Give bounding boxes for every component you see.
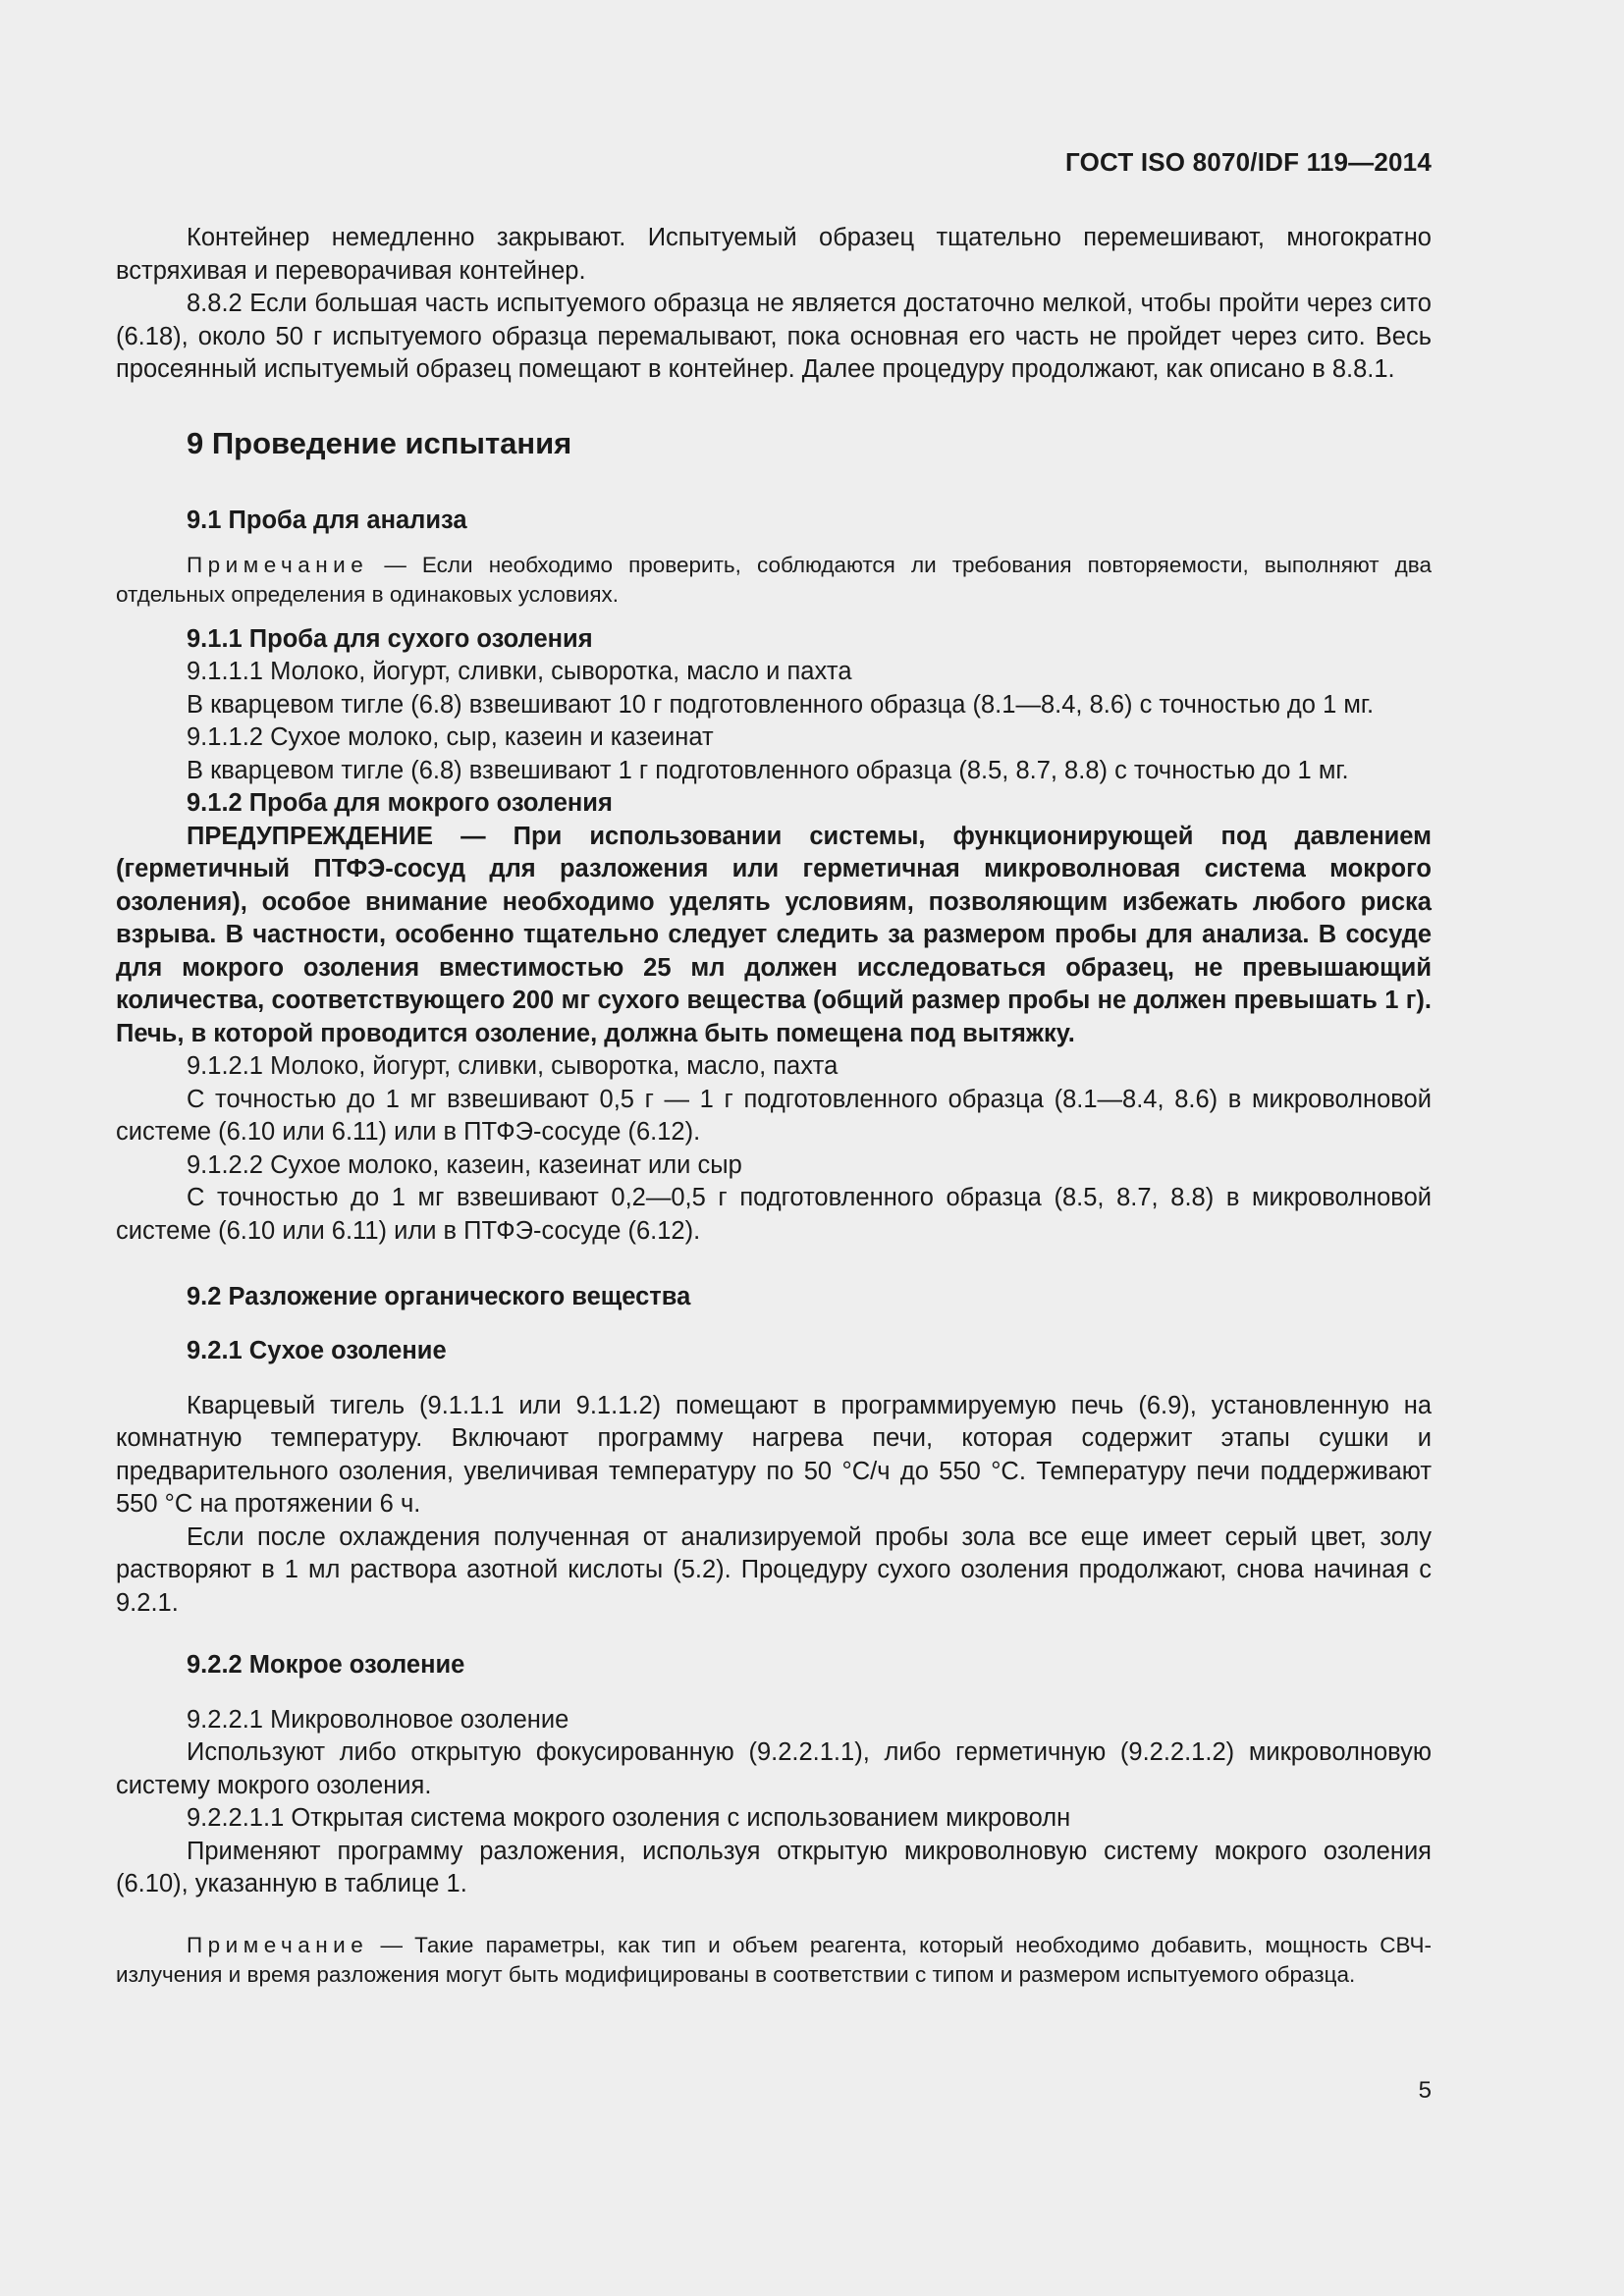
subsection-9-2-1-heading: 9.2.1 Сухое озоление — [187, 1337, 447, 1364]
subsection-9-1-2-heading: 9.1.2 Проба для мокрого озоления — [187, 789, 613, 817]
note-text: — Такие параметры, как тип и объем реагента, который необходимо добавить, мощность СВЧ-излучения и время разложения могут быть модифицированы в соответствии с типом и размером испытуемого образца. — [116, 1932, 1432, 1987]
paragraph-9-1-1-2: В кварцевом тигле (6.8) взвешивают 1 г подготовленного образца (8.5, 8.7, 8.8) с точностью до 1 мг. — [187, 756, 1349, 784]
item-9-1-1-1: 9.1.1.1 Молоко, йогурт, сливки, сыворотка, масло и пахта — [187, 658, 852, 685]
document-code-header: ГОСТ ISO 8070/IDF 119—2014 — [1064, 147, 1432, 177]
item-9-2-2-1: 9.2.2.1 Микроволновое озоление — [187, 1705, 569, 1734]
paragraph-9-2-1-a: Кварцевый тигель (9.1.1.1 или 9.1.1.2) помещают в программируемую печь (6.9), установленную на комнатную температуру. Включают программу нагрева печи, которая содержит этапы сушки и предварительного озоления, увеличивая температуру по 50 °C/ч до 550 °C. Температуру печи поддерживают 550 °C на протяжении 6 ч. — [116, 1391, 1432, 1518]
item-9-1-1-2: 9.1.1.2 Сухое молоко, сыр, казеин и казеинат — [187, 723, 714, 751]
subsection-9-2-2-heading: 9.2.2 Мокрое озоление — [187, 1651, 465, 1679]
note-text: — Если необходимо проверить, соблюдаются ли требования повторяемости, выполняют два отдельных определения в одинаковых условиях. — [116, 552, 1432, 607]
subsection-9-2-heading: 9.2 Разложение органического вещества — [187, 1283, 691, 1310]
note-label: Примечание — [187, 1932, 369, 1957]
paragraph-9-1-2-2: С точностью до 1 мг взвешивают 0,2—0,5 г подготовленного образца (8.5, 8.7, 8.8) в микроволновой системе (6.10 или 6.11) или в ПТФЭ-сосуде (6.12). — [116, 1184, 1432, 1245]
warning-paragraph: ПРЕДУПРЕЖДЕНИЕ — При использовании системы, функционирующей под давлением (герметичный ПТФЭ-сосуд для разложения или герметичная микроволновая система мокрого озоления), особое внимание необходимо уделять условиям, позволяющим избежать любого риска взрыва. В частности, особенно тщательно следует следить за размером пробы для анализа. В сосуде для мокрого озоления вместимостью 25 мл должен исследоваться образец, не превышающий количества, соответствующего 200 мг сухого вещества (общий размер пробы не должен превышать 1 г). Печь, в которой проводится озоление, должна быть помещена под вытяжку. — [116, 822, 1432, 1047]
item-9-2-2-1-1: 9.2.2.1.1 Открытая система мокрого озоления с использованием микроволн — [187, 1804, 1071, 1832]
note-repeatability — [116, 551, 1432, 610]
section-9-heading: 9 Проведение испытания — [187, 425, 572, 460]
item-9-1-2-1: 9.1.2.1 Молоко, йогурт, сливки, сыворотка, масло, пахта — [187, 1052, 839, 1080]
paragraph-9-2-1-b: Если после охлаждения полученная от анализируемой пробы зола все еще имеет серый цвет, золу растворяют в 1 мл раствора азотной кислоты (5.2). Процедуру сухого озоления продолжают, снова начиная с 9.2.1. — [116, 1522, 1432, 1617]
paragraph-9-2-2-1: Используют либо открытую фокусированную (9.2.2.1.1), либо герметичную (9.2.2.1.2) микроволновую систему мокрого озоления. — [116, 1738, 1432, 1799]
paragraph-9-1-2-1: С точностью до 1 мг взвешивают 0,5 г — 1 г подготовленного образца (8.1—8.4, 8.6) в микроволновой системе (6.10 или 6.11) или в ПТФЭ-сосуде (6.12). — [116, 1085, 1432, 1146]
note-label: Примечание — [187, 552, 369, 577]
page-number: 5 — [1418, 2077, 1432, 2104]
page-content — [116, 222, 1432, 1990]
subsection-9-1-heading: 9.1 Проба для анализа — [187, 506, 467, 534]
subsection-9-1-1-heading: 9.1.1 Проба для сухого озоления — [187, 624, 593, 653]
paragraph-container: Контейнер немедленно закрывают. Испытуемый образец тщательно перемешивают, многократно встряхивая и переворачивая контейнер. — [116, 224, 1432, 285]
item-9-1-2-2: 9.1.2.2 Сухое молоко, казеин, казеинат или сыр — [187, 1150, 742, 1179]
note-parameters — [116, 1931, 1432, 1990]
paragraph-8-8-2: 8.8.2 Если большая часть испытуемого образца не является достаточно мелкой, чтобы пройти через сито (6.18), около 50 г испытуемого образца перемалывают, пока основная его часть не пройдет через сито. Весь просеянный испытуемый образец помещают в контейнер. Далее процедуру продолжают, как описано в 8.8.1. — [116, 290, 1432, 383]
paragraph-9-2-2-1-1: Применяют программу разложения, используя открытую микроволновую систему мокрого озоления (6.10), указанную в таблице 1. — [116, 1837, 1432, 1897]
paragraph-9-1-1-1: В кварцевом тигле (6.8) взвешивают 10 г подготовленного образца (8.1—8.4, 8.6) с точностью до 1 мг. — [187, 690, 1375, 719]
